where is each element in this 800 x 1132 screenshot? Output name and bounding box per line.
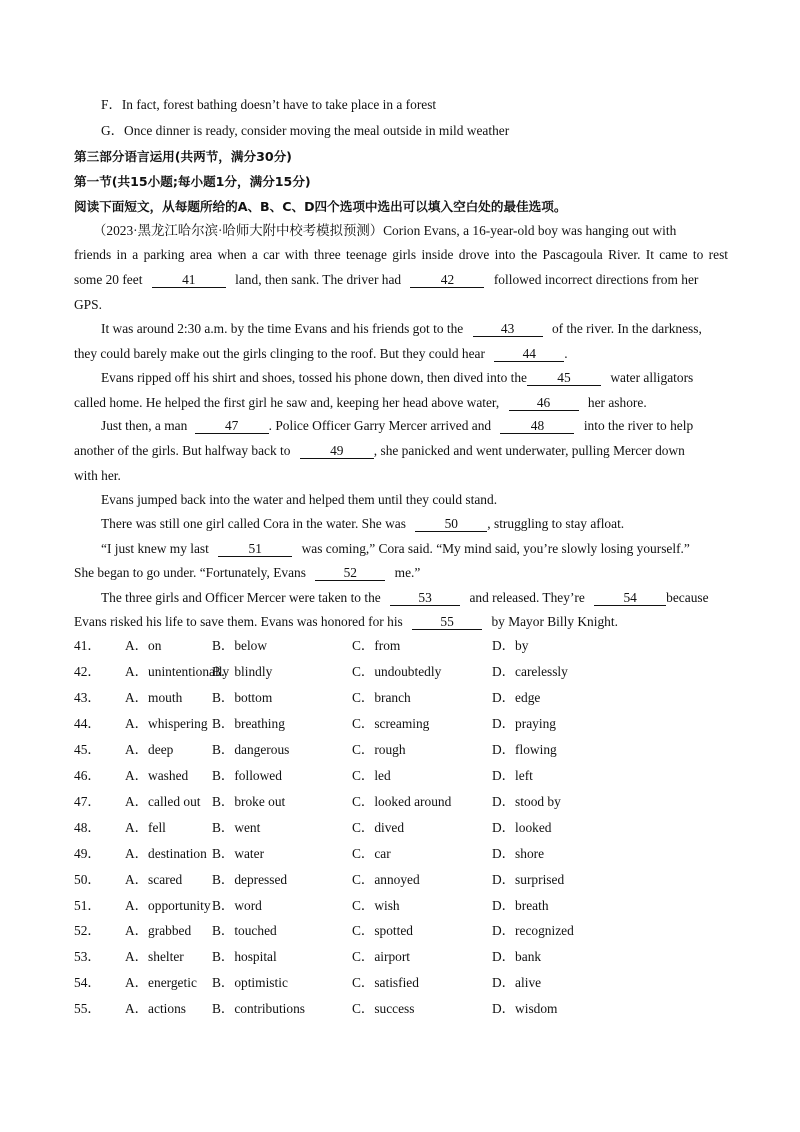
option-b[interactable]: B．blindly	[212, 664, 273, 679]
option-d[interactable]: D．edge	[492, 690, 541, 705]
option-b[interactable]: B．broke out	[212, 794, 286, 809]
option-a[interactable]: A．on	[125, 638, 162, 653]
option-b[interactable]: B．depressed	[212, 872, 288, 887]
option-row	[74, 922, 728, 940]
passage-p4-line3: with her.	[74, 468, 121, 483]
question-number: 42．	[74, 664, 101, 679]
option-d[interactable]: D．wisdom	[492, 1001, 558, 1016]
blank-44[interactable]: 44	[494, 346, 564, 362]
question-number: 51．	[74, 898, 101, 913]
option-row	[74, 715, 728, 733]
blank-55[interactable]: 55	[412, 614, 482, 630]
option-row	[74, 663, 728, 681]
passage-p8-line1: The three girls and Officer Mercer were taken to the 53 and released. They’re 54 because	[101, 590, 709, 605]
source-note: （2023·黑龙江哈尔滨·哈师大附中校考模拟预测）	[93, 223, 384, 238]
blank-46[interactable]: 46	[509, 395, 579, 411]
question-number: 45．	[74, 742, 101, 757]
option-b[interactable]: B．optimistic	[212, 975, 288, 990]
option-c[interactable]: C．car	[352, 846, 391, 861]
option-b[interactable]: B．below	[212, 638, 268, 653]
option-c[interactable]: C．led	[352, 768, 391, 783]
option-row	[74, 897, 728, 915]
blank-42[interactable]: 42	[410, 272, 484, 288]
blank-47[interactable]: 47	[195, 418, 269, 434]
question-number: 48．	[74, 820, 101, 835]
blank-50[interactable]: 50	[415, 516, 487, 532]
option-a[interactable]: A．opportunity	[125, 898, 211, 913]
option-d[interactable]: D．left	[492, 768, 533, 783]
passage-p2-line1: It was around 2:30 a.m. by the time Evans and his friends got to the 43 of the river. In the darkness,	[101, 321, 702, 336]
passage-p6: There was still one girl called Cora in the water. She was 50 , struggling to stay afloat.	[101, 516, 625, 531]
option-row	[74, 741, 728, 759]
option-c[interactable]: C．satisfied	[352, 975, 419, 990]
option-a[interactable]: A．mouth	[125, 690, 183, 705]
question-number: 46．	[74, 768, 101, 783]
blank-51[interactable]: 51	[218, 541, 292, 557]
option-c[interactable]: C．airport	[352, 949, 411, 964]
option-d[interactable]: D．breath	[492, 898, 549, 913]
passage-p2-line2: they could barely make out the girls clinging to the roof. But they could hear 44 .	[74, 346, 568, 361]
question-number: 55．	[74, 1001, 101, 1016]
option-row	[74, 793, 728, 811]
passage-p7-line1: “I just knew my last 51 was coming,” Cora said. “My mind said, you’re slowly losing yourself.”	[101, 541, 690, 556]
option-row	[74, 948, 728, 966]
question-number: 50．	[74, 872, 101, 887]
option-b[interactable]: B．contributions	[212, 1001, 305, 1016]
question-number: 49．	[74, 846, 101, 861]
option-d[interactable]: D．carelessly	[492, 664, 568, 679]
option-a[interactable]: A．whispering	[125, 716, 208, 731]
passage-p8-line2: Evans risked his life to save them. Evans was honored for his 55 by Mayor Billy Knight.	[74, 614, 618, 629]
option-row	[74, 767, 728, 785]
option-row	[74, 637, 728, 655]
passage-p1-line4: GPS.	[74, 297, 102, 312]
question-number: 43．	[74, 690, 101, 705]
question-number: 47．	[74, 794, 101, 809]
option-d[interactable]: D．flowing	[492, 742, 557, 757]
blank-43[interactable]: 43	[473, 321, 543, 337]
option-c[interactable]: C．dived	[352, 820, 405, 835]
question-number: 53．	[74, 949, 101, 964]
passage-p4-line2: another of the girls. But halfway back to 49 , she panicked and went underwater, pulling Mercer down	[74, 443, 685, 458]
instruction: 阅读下面短文，从每题所给的A、B、C、D四个选项中选出可以填入空白处的最佳选项。	[74, 199, 567, 214]
option-c[interactable]: C．spotted	[352, 923, 414, 938]
passage-p1-line2: friends in a parking area when a car with three teenage girls inside drove into the Pascagoula River. It came to rest	[74, 247, 728, 262]
option-row	[74, 689, 728, 707]
passage-p5: Evans jumped back into the water and helped them until they could stand.	[101, 492, 498, 507]
option-b[interactable]: B．water	[212, 846, 265, 861]
option-d[interactable]: D．alive	[492, 975, 542, 990]
option-a[interactable]: A．actions	[125, 1001, 186, 1016]
option-c[interactable]: C．annoyed	[352, 872, 420, 887]
option-row	[74, 819, 728, 837]
option-c[interactable]: C．undoubtedly	[352, 664, 442, 679]
blank-52[interactable]: 52	[315, 565, 385, 581]
option-b[interactable]: B．followed	[212, 768, 282, 783]
option-a[interactable]: A．washed	[125, 768, 189, 783]
option-c[interactable]: C．screaming	[352, 716, 430, 731]
blank-48[interactable]: 48	[500, 418, 574, 434]
option-b[interactable]: B．breathing	[212, 716, 285, 731]
option-c[interactable]: C．success	[352, 1001, 415, 1016]
passage-p1-line1: （2023·黑龙江哈尔滨·哈师大附中校考模拟预测）Corion Evans, a 16-year-old boy was hanging out with	[93, 223, 677, 238]
blank-53[interactable]: 53	[390, 590, 460, 606]
question-number: 52．	[74, 923, 101, 938]
option-d[interactable]: D．looked	[492, 820, 552, 835]
option-a[interactable]: A．unintentionally	[125, 664, 230, 679]
option-a[interactable]: A．fell	[125, 820, 166, 835]
option-a[interactable]: A．energetic	[125, 975, 197, 990]
blank-54[interactable]: 54	[594, 590, 666, 606]
option-a[interactable]: A．scared	[125, 872, 183, 887]
option-b[interactable]: B．touched	[212, 923, 277, 938]
option-g: G．Once dinner is ready, consider moving the meal outside in mild weather	[101, 123, 510, 138]
passage-p3-line1: Evans ripped off his shirt and shoes, tossed his phone down, then dived into the 45 water alligators	[101, 370, 694, 385]
blank-49[interactable]: 49	[300, 443, 374, 459]
question-number: 41．	[74, 638, 101, 653]
passage-p4-line1: Just then, a man 47 . Police Officer Garry Mercer arrived and 48 into the river to help	[101, 418, 694, 433]
option-c[interactable]: C．rough	[352, 742, 406, 757]
option-row	[74, 845, 728, 863]
option-b[interactable]: B．word	[212, 898, 262, 913]
option-c[interactable]: C．wish	[352, 898, 400, 913]
option-b[interactable]: B．dangerous	[212, 742, 290, 757]
option-row	[74, 974, 728, 992]
section-title: 第三部分语言运用(共两节，满分30分)	[74, 149, 292, 164]
subsection-title: 第一节(共15小题;每小题1分，满分15分)	[74, 174, 311, 189]
passage-p3-line2: called home. He helped the first girl he saw and, keeping her head above water, 46 her ashore.	[74, 395, 647, 410]
option-row	[74, 1000, 728, 1018]
option-a[interactable]: A．destination	[125, 846, 207, 861]
option-c[interactable]: C．branch	[352, 690, 411, 705]
option-c[interactable]: C．looked around	[352, 794, 452, 809]
option-d[interactable]: D．stood by	[492, 794, 561, 809]
option-d[interactable]: D．surprised	[492, 872, 565, 887]
blank-41[interactable]: 41	[152, 272, 226, 288]
option-d[interactable]: D．shore	[492, 846, 545, 861]
option-d[interactable]: D．recognized	[492, 923, 574, 938]
option-c[interactable]: C．from	[352, 638, 401, 653]
option-b[interactable]: B．went	[212, 820, 261, 835]
option-b[interactable]: B．hospital	[212, 949, 277, 964]
option-a[interactable]: A．shelter	[125, 949, 184, 964]
option-a[interactable]: A．deep	[125, 742, 174, 757]
option-b[interactable]: B．bottom	[212, 690, 273, 705]
option-row	[74, 871, 728, 889]
blank-45[interactable]: 45	[527, 370, 601, 386]
option-d[interactable]: D．bank	[492, 949, 542, 964]
question-number: 54．	[74, 975, 101, 990]
option-a[interactable]: A．grabbed	[125, 923, 192, 938]
option-d[interactable]: D．by	[492, 638, 529, 653]
option-a[interactable]: A．called out	[125, 794, 201, 809]
option-d[interactable]: D．praying	[492, 716, 556, 731]
passage-p1-line3: some 20 feet 41 land, then sank. The driver had 42 followed incorrect directions from her	[74, 272, 699, 287]
question-number: 44．	[74, 716, 101, 731]
option-f: F．In fact, forest bathing doesn’t have to take place in a forest	[101, 97, 437, 112]
passage-p7-line2: She began to go under. “Fortunately, Evans 52 me.”	[74, 565, 421, 580]
